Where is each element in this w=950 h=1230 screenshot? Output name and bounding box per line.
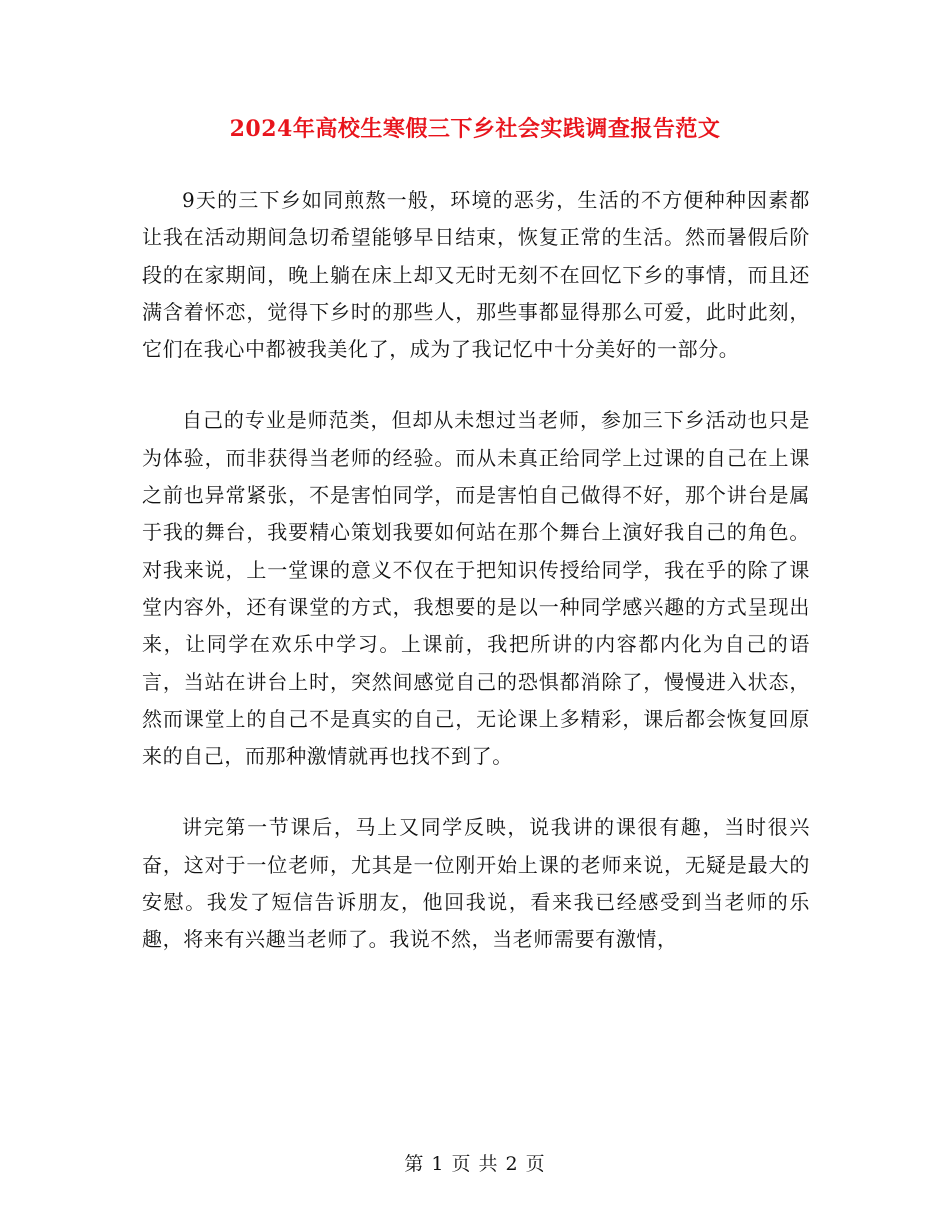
paragraph-3: 讲完第一节课后，马上又同学反映，说我讲的课很有趣，当时很兴奋，这对于一位老师，尤其是一位刚开始上课的老师来说，无疑是最大的安慰。我发了短信告诉朋友，他回我说，看来我已经感受到当老师的乐趣，将来有兴趣当老师了。我说不然，当老师需要有激情， — [142, 815, 810, 952]
document-body — [142, 182, 810, 993]
page-number-footer: 第 1 页 共 2 页 — [404, 1153, 546, 1175]
paragraph-1: 9天的三下乡如同煎熬一般，环境的恶劣，生活的不方便种种因素都让我在活动期间急切希望能够早日结束，恢复正常的生活。然而暑假后阶段的在家期间，晚上躺在床上却又无时无刻不在回忆下乡的事情，而且还满含着怀恋，觉得下乡时的那些人，那些事都显得那么可爱，此时此刻，它们在我心中都被我美化了，成为了我记忆中十分美好的一部分。 — [142, 188, 810, 362]
document-title: 2024年高校生寒假三下乡社会实践调查报告范文 — [229, 116, 721, 142]
paragraph-2: 自己的专业是师范类，但却从未想过当老师，参加三下乡活动也只是为体验，而非获得当老师的经验。而从未真正给同学上过课的自己在上课之前也异常紧张，不是害怕同学，而是害怕自己做得不好，那个讲台是属于我的舞台，我要精心策划我要如何站在那个舞台上演好我自己的角色。对我来说，上一堂课的意义不仅在于把知识传授给同学，我在乎的除了课堂内容外，还有课堂的方式，我想要的是以一种同学感兴趣的方式呈现出来，让同学在欢乐中学习。上课前，我把所讲的内容都内化为自己的语言，当站在讲台上时，突然间感觉自己的恐惧都消除了，慢慢进入状态，然而课堂上的自己不是真实的自己，无论课上多精彩，课后都会恢复回原来的自己，而那种激情就再也找不到了。 — [142, 408, 810, 769]
